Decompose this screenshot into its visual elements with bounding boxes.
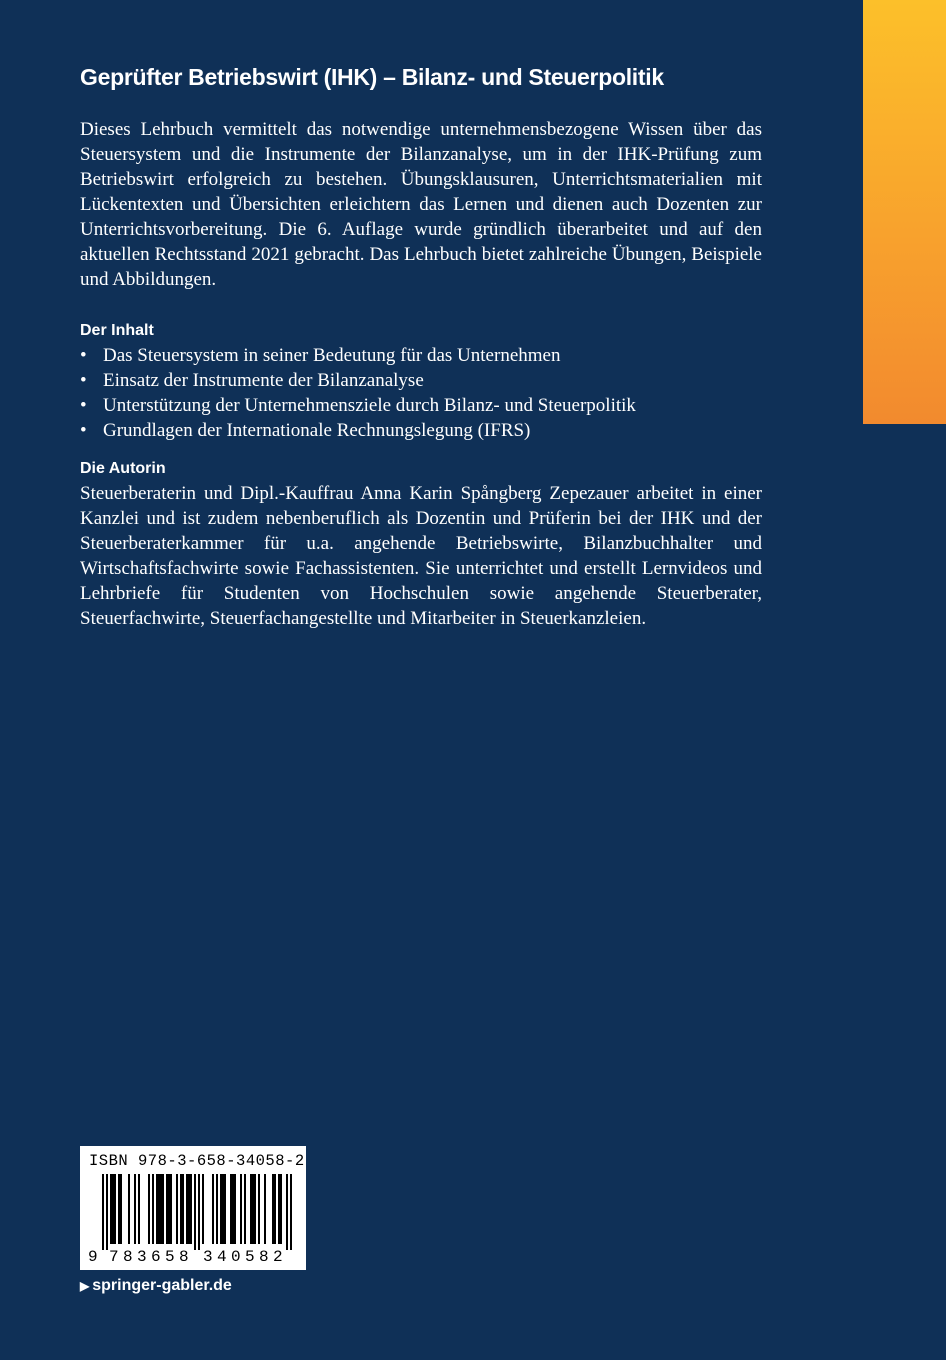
contents-list <box>80 343 780 443</box>
barcode-bar <box>152 1174 154 1244</box>
barcode-bar <box>198 1174 200 1250</box>
contents-item <box>80 393 780 418</box>
barcode-bar <box>170 1174 172 1244</box>
barcode-bar <box>272 1174 274 1244</box>
barcode-digit: 6 <box>151 1248 161 1266</box>
contents-item <box>80 343 780 368</box>
barcode-bar <box>278 1174 280 1244</box>
barcode-bar <box>216 1174 218 1244</box>
contents-item-label: Grundlagen der Internationale Rechnungslegung (IFRS) <box>103 420 531 441</box>
barcode-digit: 5 <box>245 1248 255 1266</box>
barcode-bar <box>274 1174 276 1244</box>
barcode-bar <box>230 1174 232 1244</box>
barcode-digit: 4 <box>217 1248 227 1266</box>
barcode-bar <box>290 1174 292 1250</box>
barcode-bar <box>128 1174 130 1244</box>
barcode-bar <box>188 1174 190 1244</box>
arrow-right-icon: ▶ <box>80 1279 90 1293</box>
barcode-digit: 3 <box>137 1248 147 1266</box>
barcode-bar <box>244 1174 246 1244</box>
contents-item <box>80 418 780 443</box>
barcode-bar <box>212 1174 214 1244</box>
barcode-bar <box>102 1174 104 1250</box>
barcode-bar <box>110 1174 112 1244</box>
book-description: Dieses Lehrbuch vermittelt das notwendige unternehmensbezogene Wissen über das Steuersystem und die Instrumente der Bilanzanalyse, um in der IHK-Prüfung zum Betriebswirt erfolgreich zu bestehen. Übungsklausuren, Unterrichtsmaterialien mit Lückentexten und Übersichten erleichtern das Lernen und dienen auch Dozenten zur Unterrichtsvorbereitung. Die 6. Auflage wurde gründlich überarbeitet und auf den aktuellen Rechtsstand 2021 gebracht. Das Lehrbuch bietet zahlreiche Übungen, Beispiele und Abbildungen. <box>80 119 762 290</box>
barcode-bar <box>180 1174 182 1244</box>
publisher-link[interactable] <box>80 1276 232 1296</box>
barcode-digit: 8 <box>123 1248 133 1266</box>
barcode-digit: 2 <box>273 1248 283 1266</box>
contents-heading: Der Inhalt <box>80 322 154 339</box>
barcode-graphic <box>80 1146 306 1270</box>
barcode-digit: 5 <box>165 1248 175 1266</box>
barcode-digit: 8 <box>259 1248 269 1266</box>
barcode-bar <box>114 1174 116 1244</box>
barcode-bar <box>234 1174 236 1244</box>
barcode-digit: 9 <box>88 1248 98 1266</box>
barcode-bar <box>182 1174 184 1244</box>
barcode-bar <box>286 1174 288 1250</box>
barcode-digit: 7 <box>109 1248 119 1266</box>
isbn-barcode <box>80 1146 306 1270</box>
contents-item-label: Einsatz der Instrumente der Bilanzanalyse <box>103 370 424 391</box>
barcode-bar <box>156 1174 158 1244</box>
barcode-bar <box>168 1174 170 1244</box>
barcode-bar <box>162 1174 164 1244</box>
contents-item-label: Unterstützung der Unternehmensziele durch Bilanz- und Steuerpolitik <box>103 395 636 416</box>
barcode-bar <box>186 1174 188 1244</box>
barcode-digit: 8 <box>179 1248 189 1266</box>
barcode-bar <box>258 1174 260 1244</box>
bullet-icon: • <box>80 345 87 366</box>
barcode-digit: 0 <box>231 1248 241 1266</box>
bullet-icon: • <box>80 420 87 441</box>
barcode-bar <box>224 1174 226 1244</box>
barcode-digit: 3 <box>203 1248 213 1266</box>
barcode-bar <box>194 1174 196 1250</box>
contents-item-label: Das Steuersystem in seiner Bedeutung für das Unternehmen <box>103 345 561 366</box>
barcode-bar <box>160 1174 162 1244</box>
orange-accent-bar <box>863 0 946 424</box>
bullet-icon: • <box>80 395 87 416</box>
barcode-bar <box>134 1174 136 1244</box>
barcode-bar <box>176 1174 178 1244</box>
barcode-bar <box>166 1174 168 1244</box>
barcode-bar <box>106 1174 108 1250</box>
barcode-bar <box>250 1174 252 1244</box>
barcode-bar <box>138 1174 140 1244</box>
barcode-bar <box>220 1174 222 1244</box>
barcode-bar <box>118 1174 120 1244</box>
book-title: Geprüfter Betriebswirt (IHK) – Bilanz- und Steuerpolitik <box>80 64 664 90</box>
barcode-bar <box>254 1174 256 1244</box>
publisher-url: springer-gabler.de <box>92 1277 232 1294</box>
barcode-bar <box>280 1174 282 1244</box>
barcode-bar <box>190 1174 192 1244</box>
barcode-bar <box>240 1174 242 1244</box>
barcode-bar <box>252 1174 254 1244</box>
barcode-bar <box>202 1174 204 1244</box>
barcode-bar <box>264 1174 266 1244</box>
barcode-bar <box>148 1174 150 1244</box>
contents-item <box>80 368 780 393</box>
author-heading: Die Autorin <box>80 460 166 477</box>
isbn-label: ISBN 978-3-658-34058-2 <box>89 1152 305 1170</box>
barcode-bar <box>112 1174 114 1244</box>
barcode-bar <box>120 1174 122 1244</box>
barcode-bar <box>232 1174 234 1244</box>
bullet-icon: • <box>80 370 87 391</box>
barcode-bar <box>158 1174 160 1244</box>
author-bio: Steuerberaterin und Dipl.-Kauffrau Anna Karin Spångberg Zepezauer arbeitet in einer Kanzlei und ist zudem nebenberuflich als Dozentin und Prüferin bei der IHK und der Steuerberaterkammer für u.a. angehende Betriebswirte, Bilanzbuchhalter und Wirtschaftsfachwirte sowie Fachassistenten. Sie unterrichtet und erstellt Lernvideos und Lehrbriefe für Studenten von Hochschulen sowie angehende Steuerberater, Steuerfachwirte, Steuerfachangestellte und Mitarbeiter in Steuerkanzleien. <box>80 483 762 629</box>
barcode-bar <box>222 1174 224 1244</box>
